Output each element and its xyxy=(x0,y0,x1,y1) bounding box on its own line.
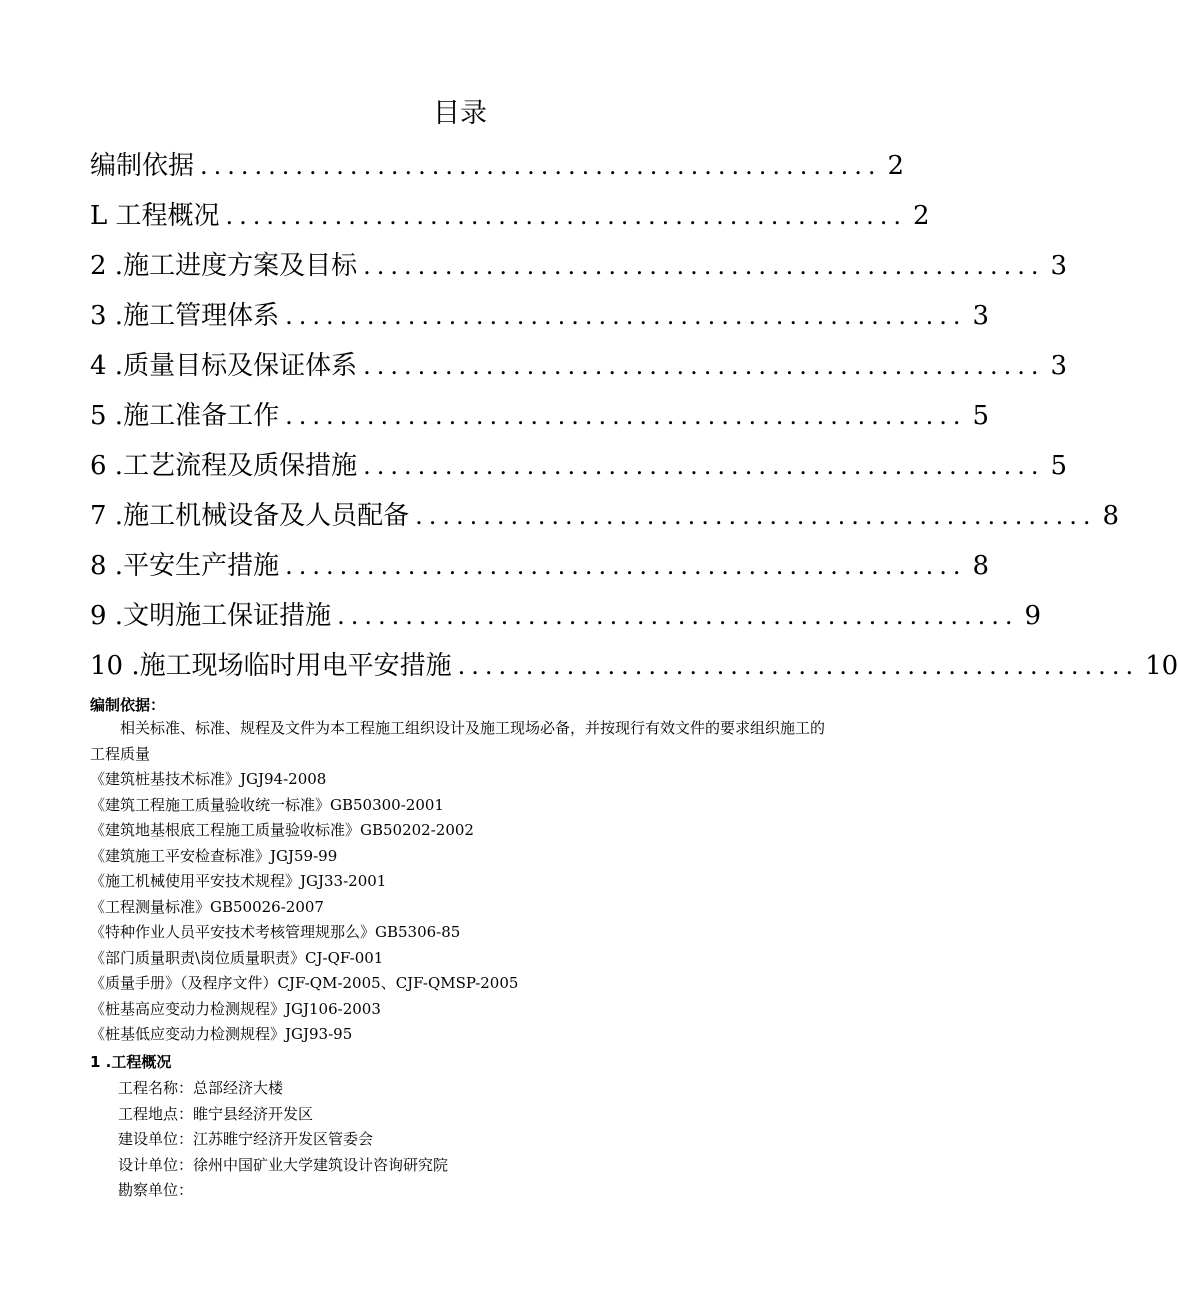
reference-item: 《桩基高应变动力检测规程》JGJ106-2003 xyxy=(90,999,381,1018)
toc-entry[interactable] xyxy=(90,648,1178,698)
toc-entry[interactable] xyxy=(90,548,990,598)
toc-entry-label: 5 .施工准备工作 xyxy=(90,401,280,431)
reference-item: 《质量手册》（及程序文件）CJF-QM-2005、CJF-QMSP-2005 xyxy=(90,974,519,992)
toc-entry[interactable] xyxy=(90,198,930,248)
project-location: 工程地点：睢宁县经济开发区 xyxy=(118,1104,314,1123)
client-unit: 建设单位：江苏睢宁经济开发区管委会 xyxy=(118,1130,374,1148)
toc-entry[interactable] xyxy=(90,348,1068,398)
overview-heading: 1 .工程概况 xyxy=(90,1053,172,1071)
toc-entry-page: 5 xyxy=(1050,451,1068,481)
toc-entry-page: 10 xyxy=(1145,651,1178,681)
toc-leader-dots: .................................................. xyxy=(200,152,882,180)
toc-leader-dots: .................................................. xyxy=(337,602,1019,630)
reference-item: 《桩基低应变动力检测规程》JGJ93-95 xyxy=(90,1025,353,1043)
toc-entry-label: 2 .施工进度方案及目标 xyxy=(90,251,358,281)
toc-leader-dots: .................................................. xyxy=(285,302,967,330)
toc-entry-page: 8 xyxy=(972,551,990,581)
basis-section xyxy=(90,694,830,1048)
table-of-contents xyxy=(90,148,1178,698)
toc-entry-page: 8 xyxy=(1102,501,1120,531)
toc-entry[interactable] xyxy=(90,498,1120,548)
toc-entry-label: 9 .文明施工保证措施 xyxy=(90,601,332,631)
survey-unit: 勘察单位： xyxy=(118,1181,194,1199)
toc-entry-label: 8 .平安生产措施 xyxy=(90,551,280,581)
toc-entry-label: 6 .工艺流程及质保措施 xyxy=(90,451,358,481)
toc-leader-dots: .................................................. xyxy=(363,452,1045,480)
toc-leader-dots: .................................................. xyxy=(363,252,1045,280)
toc-entry-label: 编制依据 xyxy=(90,151,195,181)
toc-entry[interactable] xyxy=(90,298,990,348)
toc-entry[interactable] xyxy=(90,398,990,448)
toc-leader-dots: .................................................. xyxy=(285,402,967,430)
toc-entry[interactable] xyxy=(90,448,1068,498)
overview-section xyxy=(90,1051,830,1204)
project-name: 工程名称：总部经济大楼 xyxy=(118,1079,284,1097)
reference-item: 《建筑桩基技术标准》JGJ94-2008 xyxy=(90,770,327,788)
toc-entry-label: 10 .施工现场临时用电平安措施 xyxy=(90,651,452,681)
reference-item: 《特种作业人员平安技术考核管理规那么》GB5306-85 xyxy=(90,923,461,941)
toc-entry-label: 3 .施工管理体系 xyxy=(90,301,280,331)
toc-entry-label: L 工程概况 xyxy=(90,201,220,231)
toc-entry-page: 3 xyxy=(1050,351,1068,381)
reference-item: 《工程测量标准》GB50026-2007 xyxy=(90,897,324,916)
design-unit: 设计单位：徐州中国矿业大学建筑设计咨询研究院 xyxy=(118,1155,449,1174)
toc-leader-dots: .................................................. xyxy=(363,352,1045,380)
toc-entry-page: 9 xyxy=(1024,601,1042,631)
reference-item: 《部门质量职责\岗位质量职责》CJ-QF-001 xyxy=(90,948,384,967)
toc-entry[interactable] xyxy=(90,598,1042,648)
toc-leader-dots: .................................................. xyxy=(225,202,907,230)
toc-title: 目录 xyxy=(433,98,487,129)
reference-item: 《建筑施工平安检查标准》JGJ59-99 xyxy=(90,846,338,865)
reference-item: 《施工机械使用平安技术规程》JGJ33-2001 xyxy=(90,872,387,890)
toc-entry-page: 3 xyxy=(972,301,990,331)
toc-entry-page: 3 xyxy=(1050,251,1068,281)
toc-leader-dots: .................................................. xyxy=(457,652,1140,680)
toc-entry-page: 5 xyxy=(972,401,990,431)
toc-leader-dots: .................................................. xyxy=(415,502,1097,530)
toc-leader-dots: .................................................. xyxy=(285,552,967,580)
toc-entry-page: 2 xyxy=(912,201,930,231)
toc-entry-page: 2 xyxy=(887,151,905,181)
reference-item: 《建筑工程施工质量验收统一标准》GB50300-2001 xyxy=(90,795,444,814)
toc-entry[interactable] xyxy=(90,248,1068,298)
reference-item: 《建筑地基根底工程施工质量验收标准》GB50202-2002 xyxy=(90,821,474,839)
basis-intro: 相关标准、标准、规程及文件为本工程施工组织设计及施工现场必备，并按现行有效文件的要求组织施工的工程质量 xyxy=(90,719,826,763)
toc-entry-label: 7 .施工机械设备及人员配备 xyxy=(90,501,410,531)
toc-entry-label: 4 .质量目标及保证体系 xyxy=(90,351,358,381)
basis-heading: 编制依据： xyxy=(90,696,166,714)
toc-entry[interactable] xyxy=(90,148,905,198)
